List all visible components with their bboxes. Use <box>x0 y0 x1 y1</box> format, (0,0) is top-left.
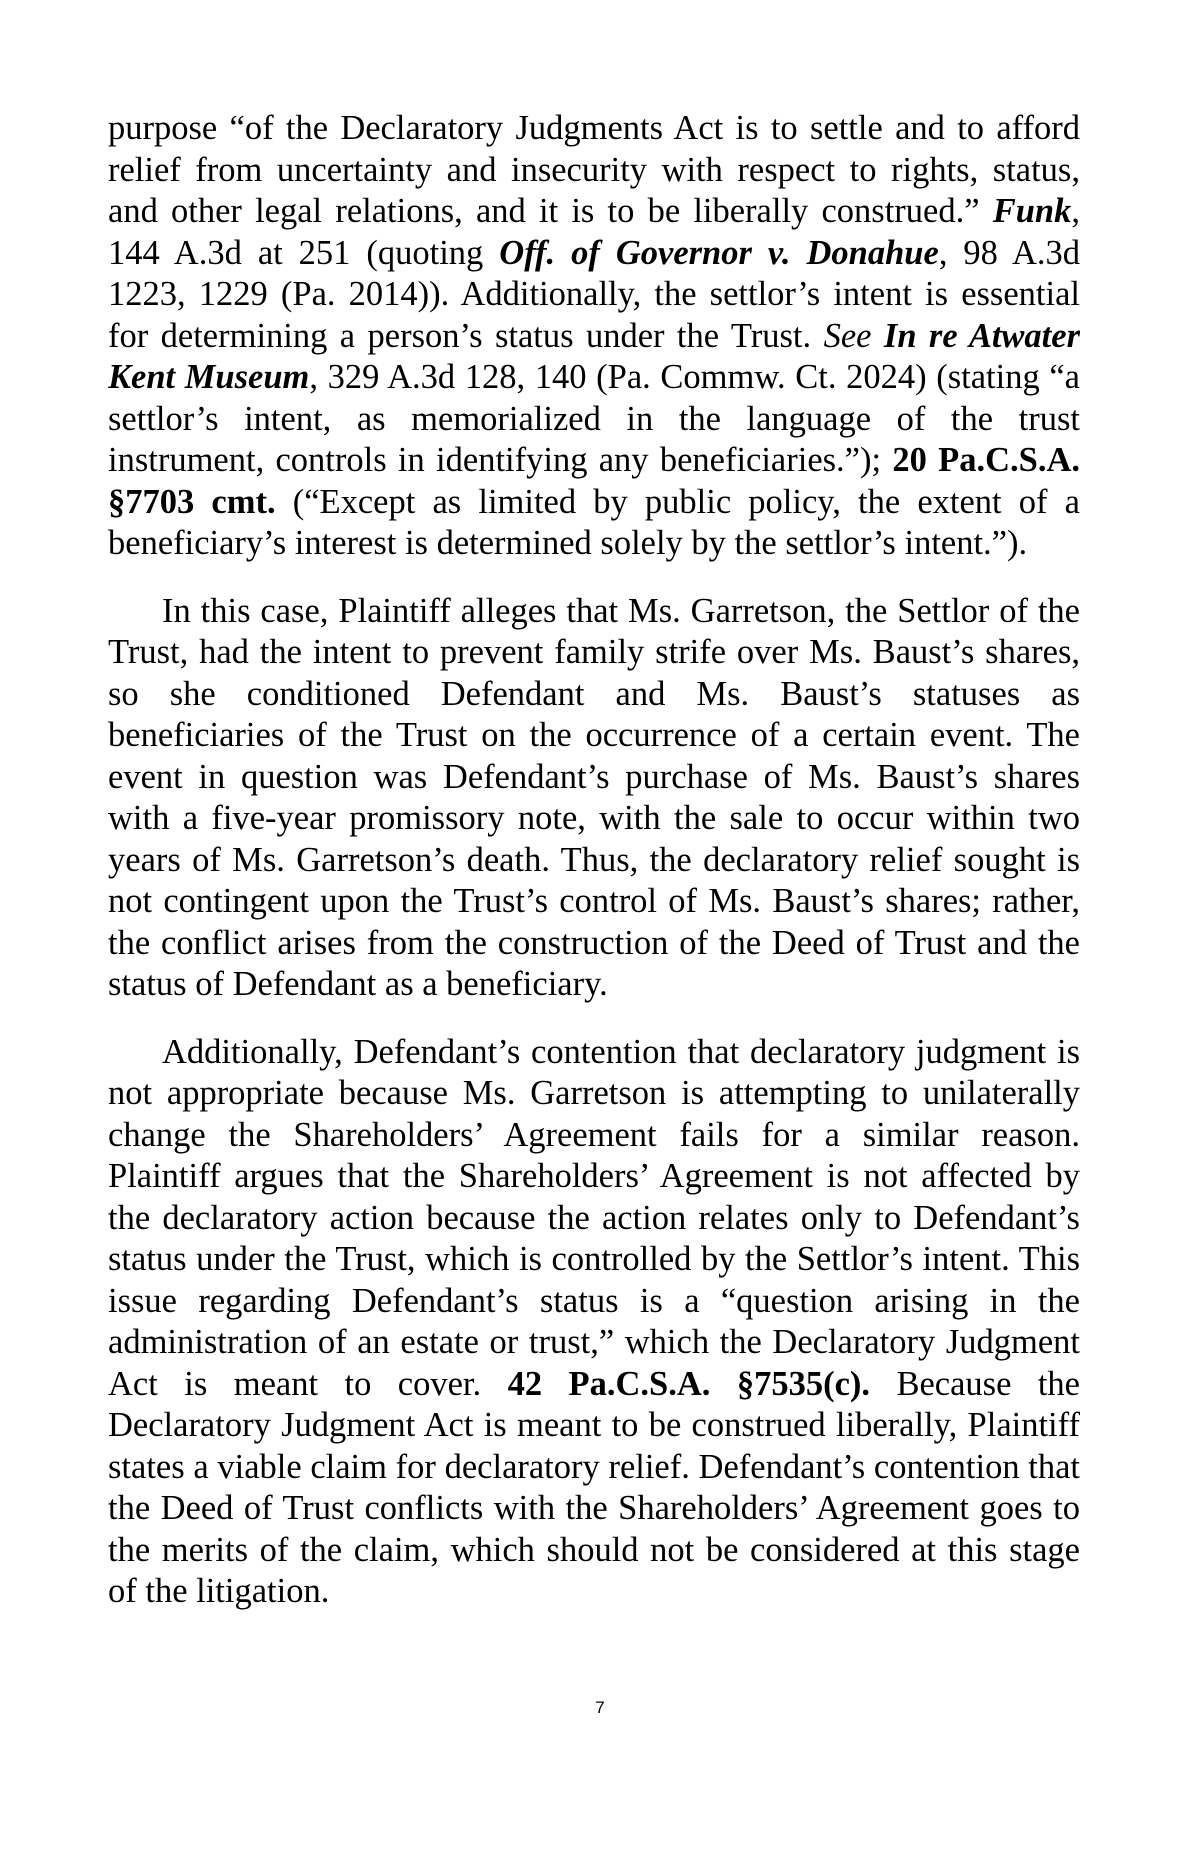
text-segment <box>871 317 883 355</box>
signal-word: See <box>823 316 872 355</box>
statute-citation: 42 Pa.C.S.A. §7535(c). <box>507 1364 870 1403</box>
statute-citation: 20 Pa.C.S.A. §7703 cmt. <box>108 441 1080 521</box>
case-citation: Funk <box>992 192 1072 230</box>
text-segment: Additionally, Defendant’s contention that declaratory judgment is not appropriate because Ms. Garretson is attempting to unilaterally change the Shareholders’ Agreement fails for a similar reason. Plaintiff argues that the Shareholders’ Agreement is not affected by the declaratory action because the action relates only to Defendant’s status under the Trust, which is controlled by the Settlor’s intent. This issue regarding Defendant’s status is a “question arising in the administration of an estate or trust,” which the Declaratory Judgment Act is meant to cover. <box>108 1032 1080 1403</box>
text-segment: (“Except as limited by public policy, the extent of a beneficiary’s interest is determined solely by the settlor’s intent.”). <box>108 482 1080 562</box>
text-segment: In this case, Plaintiff alleges that Ms. Garretson, the Settlor of the Trust, had the intent to prevent family strife over Ms. Baust’s shares, so she conditioned Defendant and Ms. Baust’s statuses as beneficiaries of the Trust on the occurrence of a certain event. The event in question was Defendant’s purchase of Ms. Baust’s shares with a five-year promissory note, with the sale to occur within two years of Ms. Garretson’s death. Thus, the declaratory relief sought is not contingent upon the Trust’s control of Ms. Baust’s shares; rather, the conflict arises from the construction of the Deed of Trust and the status of Defendant as a beneficiary. <box>108 591 1080 1003</box>
text-segment: , 144 A.3d at 251 (quoting <box>108 192 1080 272</box>
paragraph-2 <box>108 591 1080 1006</box>
text-segment: , 329 A.3d 128, 140 (Pa. Commw. Ct. 2024) (stating “a settlor’s intent, as memorialized in the language of the trust instrument, controls in identifying any beneficiaries.”); <box>108 358 1080 479</box>
case-citation: Off. of Governor v. Donahue <box>499 233 939 272</box>
text-segment: , 98 A.3d 1223, 1229 (Pa. 2014)). Additionally, the settlor’s intent is essential for determining a person’s status under the Trust. <box>108 233 1080 355</box>
case-citation: In re Atwater Kent Museum <box>108 316 1080 396</box>
text-segment: Because the Declaratory Judgment Act is meant to be construed liberally, Plaintiff states a viable claim for declaratory relief. Defendant’s contention that the Deed of Trust conflicts with the Shareholders’ Agreement goes to the merits of the claim, which should not be considered at this stage of the litigation. <box>108 1364 1080 1610</box>
page-number: 7 <box>595 1698 605 1717</box>
text-segment: purpose “of the Declaratory Judgments Act is to settle and to afford relief from uncertainty and insecurity with respect to rights, status, and other legal relations, and it is to be liberally construed.” <box>108 109 1080 230</box>
document-body <box>108 108 1080 1748</box>
paragraph-1 <box>108 108 1080 565</box>
paragraph-3 <box>108 1032 1080 1613</box>
